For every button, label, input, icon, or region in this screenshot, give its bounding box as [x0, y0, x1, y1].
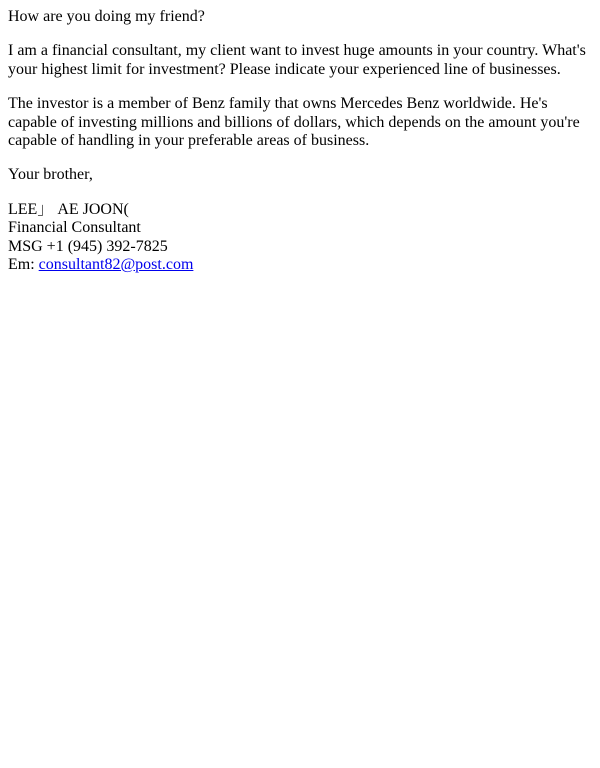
closing-paragraph: Your brother,	[8, 166, 93, 184]
signature-name: LEE」 AE JOON(	[8, 200, 129, 218]
intro-paragraph: I am a financial consultant, my client want to invest huge amounts in your country. What's your highest limit for investment? Please indicate your experienced line of businesses.	[8, 42, 586, 78]
signature-email-link[interactable]: consultant82@post.com	[38, 255, 194, 273]
signature-title: Financial Consultant	[8, 219, 141, 237]
email-body	[8, 8, 592, 274]
signature-block	[8, 201, 592, 275]
signature-phone: MSG +1 (945) 392-7825	[8, 237, 168, 255]
greeting-paragraph: How are you doing my friend?	[8, 8, 205, 25]
investor-paragraph: The investor is a member of Benz family that owns Mercedes Benz worldwide. He's capable of investing millions and billions of dollars, which depends on the amount you're capable of handling in your preferable areas of business.	[8, 95, 580, 149]
signature-email-label: Em:	[8, 255, 39, 273]
